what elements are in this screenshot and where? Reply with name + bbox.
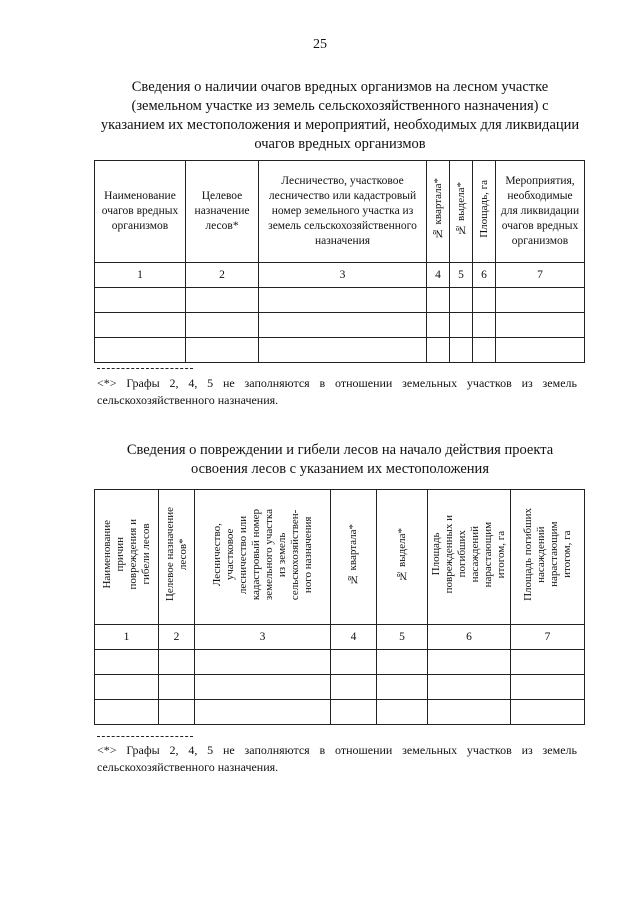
table-cell[interactable] bbox=[95, 338, 186, 363]
section2-table bbox=[94, 489, 585, 725]
section1-title-line: указанием их местоположения и мероприятий, необходимых для ликвидации bbox=[100, 117, 580, 133]
section2-header-cell: № выдела* bbox=[377, 490, 428, 625]
table-cell[interactable] bbox=[159, 675, 195, 700]
column-number: 7 bbox=[511, 625, 585, 650]
column-number: 1 bbox=[95, 625, 159, 650]
table-cell[interactable] bbox=[511, 700, 585, 725]
table-cell[interactable] bbox=[377, 675, 428, 700]
table-row bbox=[95, 650, 585, 675]
table-cell[interactable] bbox=[259, 338, 427, 363]
column-number: 2 bbox=[186, 263, 259, 288]
table-cell[interactable] bbox=[450, 338, 473, 363]
column-number: 5 bbox=[377, 625, 428, 650]
section2-header-row bbox=[95, 490, 585, 625]
table-cell[interactable] bbox=[186, 338, 259, 363]
section2-number-row bbox=[95, 625, 585, 650]
table-cell[interactable] bbox=[450, 288, 473, 313]
table-cell[interactable] bbox=[450, 313, 473, 338]
table-cell[interactable] bbox=[377, 650, 428, 675]
section1-footnote: <*> Графы 2, 4, 5 не заполняются в отношении земельных участков из земель сельскохозяйственного назначения. bbox=[97, 376, 577, 407]
table-cell[interactable] bbox=[195, 700, 331, 725]
footnote-divider bbox=[97, 368, 193, 369]
table-cell[interactable] bbox=[428, 700, 511, 725]
column-number: 3 bbox=[259, 263, 427, 288]
table-cell[interactable] bbox=[473, 338, 496, 363]
table-row bbox=[95, 700, 585, 725]
table-cell[interactable] bbox=[427, 288, 450, 313]
section1-title bbox=[60, 78, 620, 154]
section1-header-cell: Целевое назначение лесов* bbox=[186, 161, 259, 263]
table-cell[interactable] bbox=[511, 675, 585, 700]
section1-header-cell: Лесничество, участковое лесничество или кадастровый номер земельного участка из земель сельскохозяйственного назначения bbox=[259, 161, 427, 263]
section1-title-line: очагов вредных организмов bbox=[254, 136, 426, 152]
section2-header-cell: Площадь поврежденных и погибших насаждений нарастающим итогом, га bbox=[428, 490, 511, 625]
table-cell[interactable] bbox=[331, 675, 377, 700]
table-cell[interactable] bbox=[428, 650, 511, 675]
table-cell[interactable] bbox=[496, 338, 585, 363]
section2-title-line: Сведения о повреждении и гибели лесов на начало действия проекта bbox=[126, 442, 554, 458]
table-cell[interactable] bbox=[95, 288, 186, 313]
table-cell[interactable] bbox=[259, 288, 427, 313]
table-cell[interactable] bbox=[473, 313, 496, 338]
column-number: 2 bbox=[159, 625, 195, 650]
table-row bbox=[95, 338, 585, 363]
table-cell[interactable] bbox=[195, 650, 331, 675]
table-cell[interactable] bbox=[377, 700, 428, 725]
section1-title-line: (земельном участке из земель сельскохозяйственного назначения) с bbox=[131, 98, 549, 114]
section1-table bbox=[94, 160, 585, 363]
column-number: 7 bbox=[496, 263, 585, 288]
column-number: 1 bbox=[95, 263, 186, 288]
column-number: 4 bbox=[427, 263, 450, 288]
table-cell[interactable] bbox=[95, 650, 159, 675]
section1-header-cell: Площадь, га bbox=[473, 161, 496, 263]
section2-title bbox=[60, 441, 620, 479]
table-cell[interactable] bbox=[95, 675, 159, 700]
section2-title-line: освоения лесов с указанием их местоположения bbox=[191, 461, 489, 477]
section1-header-cell: № квартала* bbox=[427, 161, 450, 263]
page-number: 25 bbox=[313, 37, 327, 52]
section2-header-cell: Наименование причин повреждения и гибели лесов bbox=[95, 490, 159, 625]
table-cell[interactable] bbox=[95, 700, 159, 725]
column-number: 4 bbox=[331, 625, 377, 650]
table-cell[interactable] bbox=[159, 700, 195, 725]
section2-footnote: <*> Графы 2, 4, 5 не заполняются в отношении земельных участков из земель сельскохозяйственного назначения. bbox=[97, 743, 577, 774]
table-cell[interactable] bbox=[331, 650, 377, 675]
table-cell[interactable] bbox=[331, 700, 377, 725]
table-cell[interactable] bbox=[473, 288, 496, 313]
table-cell[interactable] bbox=[496, 288, 585, 313]
column-number: 6 bbox=[428, 625, 511, 650]
section1-header-cell: Мероприятия, необходимые для ликвидации очагов вредных организмов bbox=[496, 161, 585, 263]
table-row bbox=[95, 675, 585, 700]
section1-header-cell: № выдела* bbox=[450, 161, 473, 263]
section1-number-row bbox=[95, 263, 585, 288]
table-cell[interactable] bbox=[511, 650, 585, 675]
table-row bbox=[95, 288, 585, 313]
table-cell[interactable] bbox=[427, 313, 450, 338]
column-number: 6 bbox=[473, 263, 496, 288]
footnote-divider bbox=[97, 736, 193, 737]
section1-header-row bbox=[95, 161, 585, 263]
table-row bbox=[95, 313, 585, 338]
table-cell[interactable] bbox=[159, 650, 195, 675]
table-cell[interactable] bbox=[496, 313, 585, 338]
table-cell[interactable] bbox=[427, 338, 450, 363]
table-cell[interactable] bbox=[95, 313, 186, 338]
table-cell[interactable] bbox=[259, 313, 427, 338]
table-cell[interactable] bbox=[195, 675, 331, 700]
column-number: 3 bbox=[195, 625, 331, 650]
section2-header-cell: Целевое назначение лесов* bbox=[159, 490, 195, 625]
section2-header-cell: Площадь погибших насаждений нарастающим итогом, га bbox=[511, 490, 585, 625]
table-cell[interactable] bbox=[186, 288, 259, 313]
column-number: 5 bbox=[450, 263, 473, 288]
section2-header-cell: Лесничество, участковое лесничество или кадастровый номер земельного участка из земель сельскохозяйствен- ного назначения bbox=[195, 490, 331, 625]
table-cell[interactable] bbox=[428, 675, 511, 700]
section2-header-cell: № квартала* bbox=[331, 490, 377, 625]
section1-header-cell: Наименование очагов вредных организмов bbox=[95, 161, 186, 263]
table-cell[interactable] bbox=[186, 313, 259, 338]
section1-title-line: Сведения о наличии очагов вредных организмов на лесном участке bbox=[131, 79, 549, 95]
